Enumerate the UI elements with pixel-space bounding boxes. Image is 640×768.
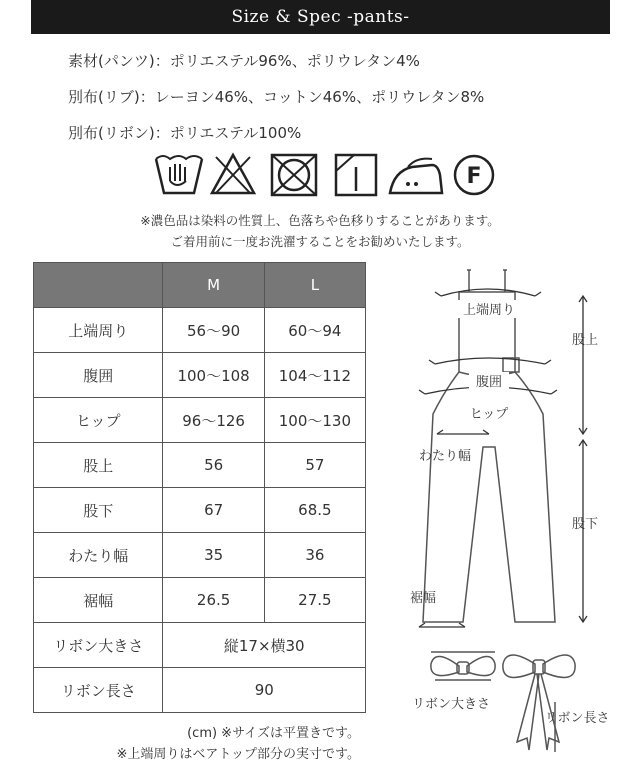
care-icons <box>150 151 495 199</box>
diagram-label-hem: 裾幅 <box>409 591 437 606</box>
size-table-header-m: M <box>163 263 264 308</box>
row-label: 裾幅 <box>34 578 163 623</box>
row-value-l: 60〜94 <box>264 308 365 353</box>
row-label: 上端周り <box>34 308 163 353</box>
row-label: ヒップ <box>34 398 163 443</box>
row-value-m: 67 <box>163 488 264 533</box>
footnote-unit: (cm) ※サイズは平置きです。 <box>187 726 360 741</box>
row-value-l: 57 <box>264 443 365 488</box>
row-value-m: 35 <box>163 533 264 578</box>
table-row <box>34 533 366 578</box>
row-value-l: 27.5 <box>264 578 365 623</box>
table-row <box>34 578 366 623</box>
dry-clean-f-icon <box>455 156 493 194</box>
no-tumble-dry-icon <box>272 155 316 195</box>
row-label: 股上 <box>34 443 163 488</box>
row-value-m: 26.5 <box>163 578 264 623</box>
diagram-label-waist: 腹囲 <box>475 375 503 390</box>
diagram-label-thigh: わたり幅 <box>418 449 472 464</box>
diagram-label-inseam: 股下 <box>571 517 599 532</box>
diagram-label-ribbon-length: リボン長さ <box>544 711 610 726</box>
row-label: 股下 <box>34 488 163 533</box>
row-value-merged: 縦17×横30 <box>163 623 366 668</box>
care-note-2: ご着用前に一度お洗濯することをお勧めいたします。 <box>170 234 470 249</box>
svg-text:F: F <box>466 164 482 189</box>
diagram-label-ribbon-size: リボン大きさ <box>411 697 491 712</box>
line-dry-shade-icon <box>336 155 376 195</box>
row-value-l: 100〜130 <box>264 398 365 443</box>
page-header: Size & Spec -pants- <box>31 0 610 34</box>
row-value-merged: 90 <box>163 668 366 713</box>
table-row <box>34 623 366 668</box>
table-row <box>34 443 366 488</box>
row-label: 腹囲 <box>34 353 163 398</box>
table-row <box>34 668 366 713</box>
row-value-l: 68.5 <box>264 488 365 533</box>
diagram-label-rise: 股上 <box>571 333 599 348</box>
size-table-corner <box>34 263 163 308</box>
pants-outline <box>423 270 555 622</box>
row-label: わたり幅 <box>34 533 163 578</box>
row-value-m: 56〜90 <box>163 308 264 353</box>
ribbon-long-icon <box>503 655 575 752</box>
row-label: リボン大きさ <box>34 623 163 668</box>
table-row <box>34 308 366 353</box>
hand-wash-icon <box>156 156 202 193</box>
row-value-l: 104〜112 <box>264 353 365 398</box>
no-bleach-icon <box>212 155 254 193</box>
row-value-m: 56 <box>163 443 264 488</box>
size-table-header-l: L <box>264 263 365 308</box>
row-label: リボン長さ <box>34 668 163 713</box>
material-rib: 別布(リブ)：レーヨン46%、コットン46%、ポリウレタン8% <box>68 88 485 106</box>
material-ribbon: 別布(リボン)：ポリエステル100% <box>68 124 302 142</box>
low-iron-icon <box>390 159 442 193</box>
size-table-header-row <box>34 263 366 308</box>
diagram-label-hip: ヒップ <box>469 407 509 422</box>
row-value-m: 100〜108 <box>163 353 264 398</box>
ribbon-bow-icon <box>431 652 495 680</box>
material-main: 素材(パンツ)：ポリエステル96%、ポリウレタン4% <box>68 52 420 70</box>
row-value-m: 96〜126 <box>163 398 264 443</box>
table-row <box>34 353 366 398</box>
size-table <box>33 262 366 713</box>
care-note-1: ※濃色品は染料の性質上、色落ちや色移りすることがあります。 <box>140 213 500 228</box>
table-row <box>34 488 366 533</box>
diagram-label-top: 上端周り <box>462 303 516 318</box>
row-value-l: 36 <box>264 533 365 578</box>
footnote-top: ※上端周りはベアトップ部分の実寸です。 <box>116 747 360 762</box>
measurement-diagram <box>395 262 640 768</box>
table-row <box>34 398 366 443</box>
